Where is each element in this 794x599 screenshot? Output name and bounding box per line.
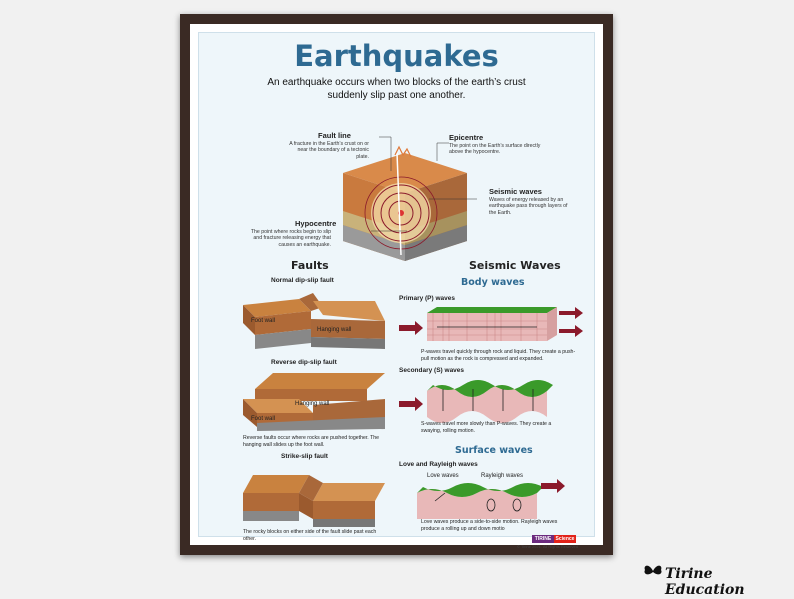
strike-slip-desc: The rocky blocks on either side of the fault slide past each other. xyxy=(243,529,377,542)
copyright: © Tirine 2021. All Rights Reserved xyxy=(517,544,578,549)
fault-line-desc: A fracture in the Earth’s crust on or near the boundary of a tectonic plate. xyxy=(289,141,369,160)
seismic-heading: Seismic Waves xyxy=(469,259,561,272)
normal-hanging-wall-label: Hanging wall xyxy=(317,327,352,333)
epicentre-desc: The point on the Earth’s surface directly above the hypocentre. xyxy=(449,143,541,156)
seismic-waves-title: Seismic waves xyxy=(489,187,542,196)
normal-foot-wall-label: Foot wall xyxy=(251,318,276,324)
logo-left: TIRINE xyxy=(532,535,554,543)
reverse-hanging-wall-label: Hanging wall xyxy=(295,401,330,407)
poster xyxy=(198,32,595,549)
seismic-waves-desc: Waves of energy released by an earthquake pass through layers of the Earth. xyxy=(489,197,568,216)
poster-title: Earthquakes xyxy=(294,39,499,73)
faults-heading: Faults xyxy=(291,259,329,272)
poster-intro: An earthquake occurs when two blocks of the earth’s crust suddenly slip past one another. xyxy=(267,77,526,101)
surface-waves-heading: Surface waves xyxy=(455,445,533,456)
body-waves-heading: Body waves xyxy=(461,277,525,288)
reverse-fault-desc: Reverse faults occur where rocks are pushed together. The hanging wall slides up the foot wall. xyxy=(243,435,380,448)
logo-right: Science xyxy=(555,536,575,542)
secondary-waves-desc: S-waves travel more slowly than P-waves. They create a swaying, rolling motion. xyxy=(421,421,552,434)
fault-line-title: Fault line xyxy=(318,131,351,140)
secondary-waves-illustration xyxy=(397,375,587,425)
brand-watermark: Tirine Education xyxy=(665,566,745,598)
hypocentre-desc: The point where rocks begin to slip and fracture releasing energy that causes an earthquake. xyxy=(250,229,331,248)
reverse-fault-title: Reverse dip-slip fault xyxy=(271,359,337,366)
love-rayleigh-title: Love and Rayleigh waves xyxy=(399,461,478,468)
rayleigh-waves-label: Rayleigh waves xyxy=(481,473,524,479)
reverse-foot-wall-label: Foot wall xyxy=(251,416,276,422)
strike-slip-title: Strike-slip fault xyxy=(281,453,328,460)
love-waves-label: Love waves xyxy=(427,473,459,479)
picture-frame xyxy=(180,14,613,555)
frame-mat xyxy=(190,24,603,549)
strike-slip-illustration xyxy=(239,465,389,527)
butterfly-icon xyxy=(643,563,663,579)
tirine-science-logo xyxy=(532,535,576,543)
primary-waves-title: Primary (P) waves xyxy=(399,295,456,302)
primary-waves-illustration xyxy=(397,303,587,349)
epicentre-title: Epicentre xyxy=(449,133,484,142)
primary-waves-desc: P-waves travel quickly through rock and liquid. They create a push-pull motion as the rock is compressed and expanded. xyxy=(421,349,576,362)
secondary-waves-title: Secondary (S) waves xyxy=(399,367,465,374)
normal-fault-title: Normal dip-slip fault xyxy=(271,277,334,284)
hypocentre-title: Hypocentre xyxy=(295,219,337,228)
love-rayleigh-desc: Love waves produce a side-to-side motion. Rayleigh waves produce a rolling up and down motio xyxy=(421,519,558,532)
